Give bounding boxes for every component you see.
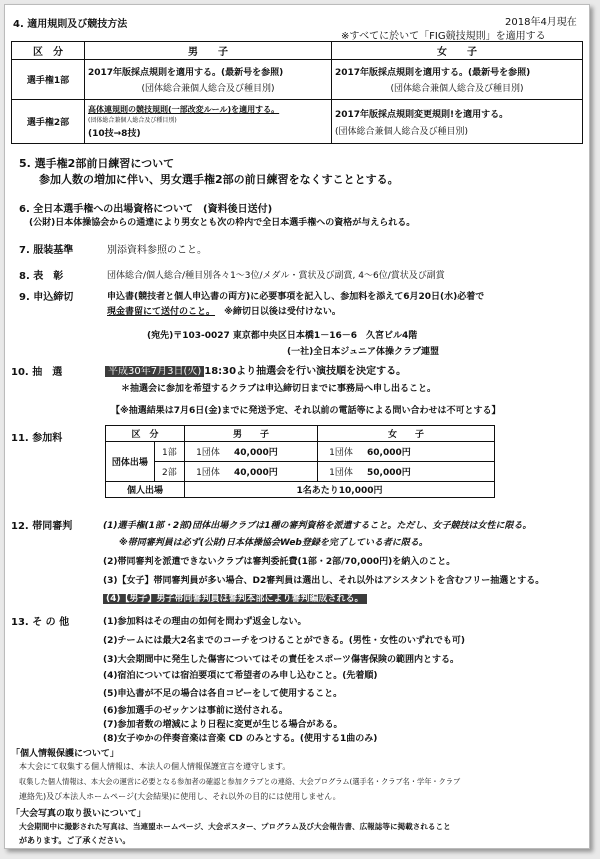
rules-row1-label: 選手権1部 — [12, 60, 85, 100]
rules-row2-female-line1: 2017年版採点規則変更規則!を適用する。 — [335, 109, 509, 120]
section-12-item1b: ※帯同審判員は必ず(公財)日本体操協会Web登録を完了している者に限る。 — [119, 538, 428, 548]
section-9-line2-wrap — [107, 304, 341, 317]
document-page — [4, 4, 590, 849]
fee-female-team-1: 1団体 — [318, 442, 365, 462]
rules-row1-male — [85, 60, 332, 100]
fee-male-team-2: 1団体 — [185, 462, 232, 482]
section-9-addr1: (宛先)〒103-0027 東京都中央区日本橋1－16－6 久宮ビル4階 — [147, 331, 418, 341]
fee-male-team-1: 1団体 — [185, 442, 232, 462]
fee-indiv: 1名あたり10,000円 — [185, 482, 495, 498]
rules-row2-female-line2: (団体総合兼個人総合及び種目別) — [335, 126, 469, 137]
section-11-label: 11. 参加料 — [11, 433, 63, 444]
privacy-line1: 本大会にて収集する個人情報は、本法人の個人情報保護宣言を遵守します。 — [19, 762, 291, 771]
fee-female-team-2: 1団体 — [318, 462, 365, 482]
section-12-item3: (3)【女子】帯同審判員が多い場合、D2審判員は選出し、それ以外はアシスタントを含むフリー抽選とする。 — [103, 576, 545, 586]
section-5-title: 5. 選手権2部前日練習について — [19, 157, 175, 170]
section-4-title: 4. 適用規則及び競技方法 — [13, 19, 128, 30]
fee-indiv-label: 個人出場 — [106, 482, 185, 498]
section-9-addr2: (一社)全日本ジュニア体操クラブ連盟 — [287, 347, 440, 357]
section-9-line1: 申込書(競技者と個人申込書の両方)に必要事項を記入し、参加料を添えて6月20日(水)必着で — [107, 292, 485, 302]
rules-row2-label: 選手権2部 — [12, 100, 85, 144]
document-date: 2018年4月現在 — [505, 17, 577, 28]
section-9-label: 9. 申込締切 — [19, 292, 74, 303]
section-12-label: 12. 帯同審判 — [11, 521, 73, 532]
section-9-line2: 現金書留にて送付のこと。 — [107, 307, 216, 317]
fig-note: ※すべてに於いて「FIG競技規則」を適用する — [341, 31, 546, 42]
privacy-title: 「個人情報保護について」 — [11, 749, 119, 759]
rules-row2-male-line2: (10技→8技) — [88, 129, 141, 139]
section-13-item: (2)チームには最大2名までのコーチをつけることができる。(男性・女性のいずれでも可) — [103, 636, 465, 646]
rules-table — [11, 41, 583, 144]
privacy-line3: 連絡先)及び本法人ホームページ(大会結果)に使用し、それ以外の目的には使用しません。 — [19, 792, 341, 801]
rules-row1-female-line1: 2017年版採点規則を適用する。(最新号を参照) — [335, 68, 531, 78]
section-13-item: (6)参加選手のゼッケンは事前に送付される。 — [103, 706, 288, 716]
rules-row2-female — [332, 100, 583, 144]
section-12-item4-wrap — [103, 591, 367, 604]
fee-female-1: 60,000円 — [364, 442, 495, 462]
rules-row1-male-line2: (団体総合兼個人総合及び種目別) — [141, 84, 275, 94]
fee-col-female: 女 子 — [318, 426, 495, 442]
rules-row1-female — [332, 60, 583, 100]
rules-row1-male-line1: 2017年版採点規則を適用する。(最新号を参照) — [88, 68, 284, 78]
section-8-body: 団体総合/個人総合/種目別各々1～3位/メダル・賞状及び副賞, 4～6位/賞状及び副賞 — [107, 271, 445, 281]
rules-col-male: 男 子 — [85, 42, 332, 60]
fee-div2: 2部 — [154, 462, 184, 482]
fee-female-2: 50,000円 — [364, 462, 495, 482]
section-7-body: 別添資料参照のこと。 — [107, 245, 207, 256]
rules-row2-male-line1: 高体連規則の競技規則(一部改変ルール)を適用する。 — [88, 105, 280, 114]
photo-line1: 大会期間中に撮影された写真は、当連盟ホームページ、大会ポスター、プログラム及び大会報告書、広報誌等に掲載されること — [19, 822, 451, 831]
section-13-label: 13. そ の 他 — [11, 617, 70, 628]
section-7-label: 7. 服装基準 — [19, 245, 74, 256]
section-13-item: (1)参加料はその理由の如何を問わず返金しない。 — [103, 617, 307, 627]
section-5-body: 参加人数の増加に伴い、男女選手権2部の前日練習をなくすこととする。 — [39, 173, 399, 186]
section-6-title: 6. 全日本選手権への出場資格について (資料後日送付) — [19, 204, 273, 215]
rules-col-kubun: 区 分 — [12, 42, 85, 60]
fee-col-male: 男 子 — [185, 426, 318, 442]
rules-row2-male — [85, 100, 332, 144]
section-13-item: (3)大会期間中に発生した傷害についてはその責任をスポーツ傷害保険の範囲内とする。 — [103, 655, 459, 665]
section-13-item: (4)宿泊については宿泊要項にて希望者のみ申し込むこと。(先着順) — [103, 671, 378, 681]
photo-line2: があります。ご了承ください。 — [19, 836, 131, 845]
photo-title: 「大会写真の取り扱いについて」 — [11, 809, 146, 819]
rules-row1-female-line2: (団体総合兼個人総合及び種目別) — [390, 84, 524, 94]
fee-col-kubun: 区 分 — [106, 426, 185, 442]
section-13-item: (7)参加者数の増減により日程に変更が生じる場合がある。 — [103, 720, 343, 730]
section-10-date: 平成30年7月3日(火) — [105, 366, 204, 377]
section-10-label: 10. 抽 選 — [11, 367, 63, 378]
fee-div1: 1部 — [154, 442, 184, 462]
fee-male-2: 40,000円 — [231, 462, 318, 482]
section-13-item: (5)申込書が不足の場合は各自コピーをして使用すること。 — [103, 689, 343, 699]
section-10-boxed: 【※抽選結果は7月6日(金)までに発送予定、それ以前の電話等による問い合わせは不可とする】 — [111, 406, 501, 416]
fee-table — [105, 425, 495, 498]
fee-male-1: 40,000円 — [231, 442, 318, 462]
section-8-label: 8. 表 彰 — [19, 271, 64, 282]
section-9-line2-note: ※締切日以後は受付けない。 — [224, 307, 341, 317]
fee-team-label: 団体出場 — [106, 442, 155, 482]
section-6-body: (公財)日本体操協会からの通達により男女とも次の枠内で全日本選手権への資格が与えられる。 — [29, 218, 416, 228]
section-12-item4: (4)【男子】男子帯同審判員は審判本部により審判編成される。 — [103, 594, 367, 604]
rules-col-female: 女 子 — [332, 42, 583, 60]
privacy-line2: 収集した個人情報は、本大会の運営に必要となる参加者の確認と参加クラブとの連絡、大会プログラム(選手名・クラブ名・学年・クラブ — [19, 777, 461, 786]
section-12-item2: (2)帯同審判を派遣できないクラブは審判委託費(1部・2部/70,000円)を納入のこと。 — [103, 557, 456, 567]
section-10-note: ＊抽選会に参加を希望するクラブは申込締切日までに事務局へ申し出ること。 — [121, 384, 437, 394]
section-13-item: (8)女子ゆかの伴奏音楽は音楽 CD のみとする。(使用する1曲のみ) — [103, 734, 378, 744]
section-12-item1: (1)選手権(1部・2部)団体出場クラブは1種の審判資格を派遣すること。ただし、女子競技は女性に限る。 — [103, 521, 532, 531]
section-10-rest: 18:30より抽選会を行い演技順を決定する。 — [204, 366, 407, 377]
section-10-line — [105, 362, 406, 377]
rules-row2-male-small: (団体総合兼個人総合及び種目別) — [88, 117, 177, 124]
